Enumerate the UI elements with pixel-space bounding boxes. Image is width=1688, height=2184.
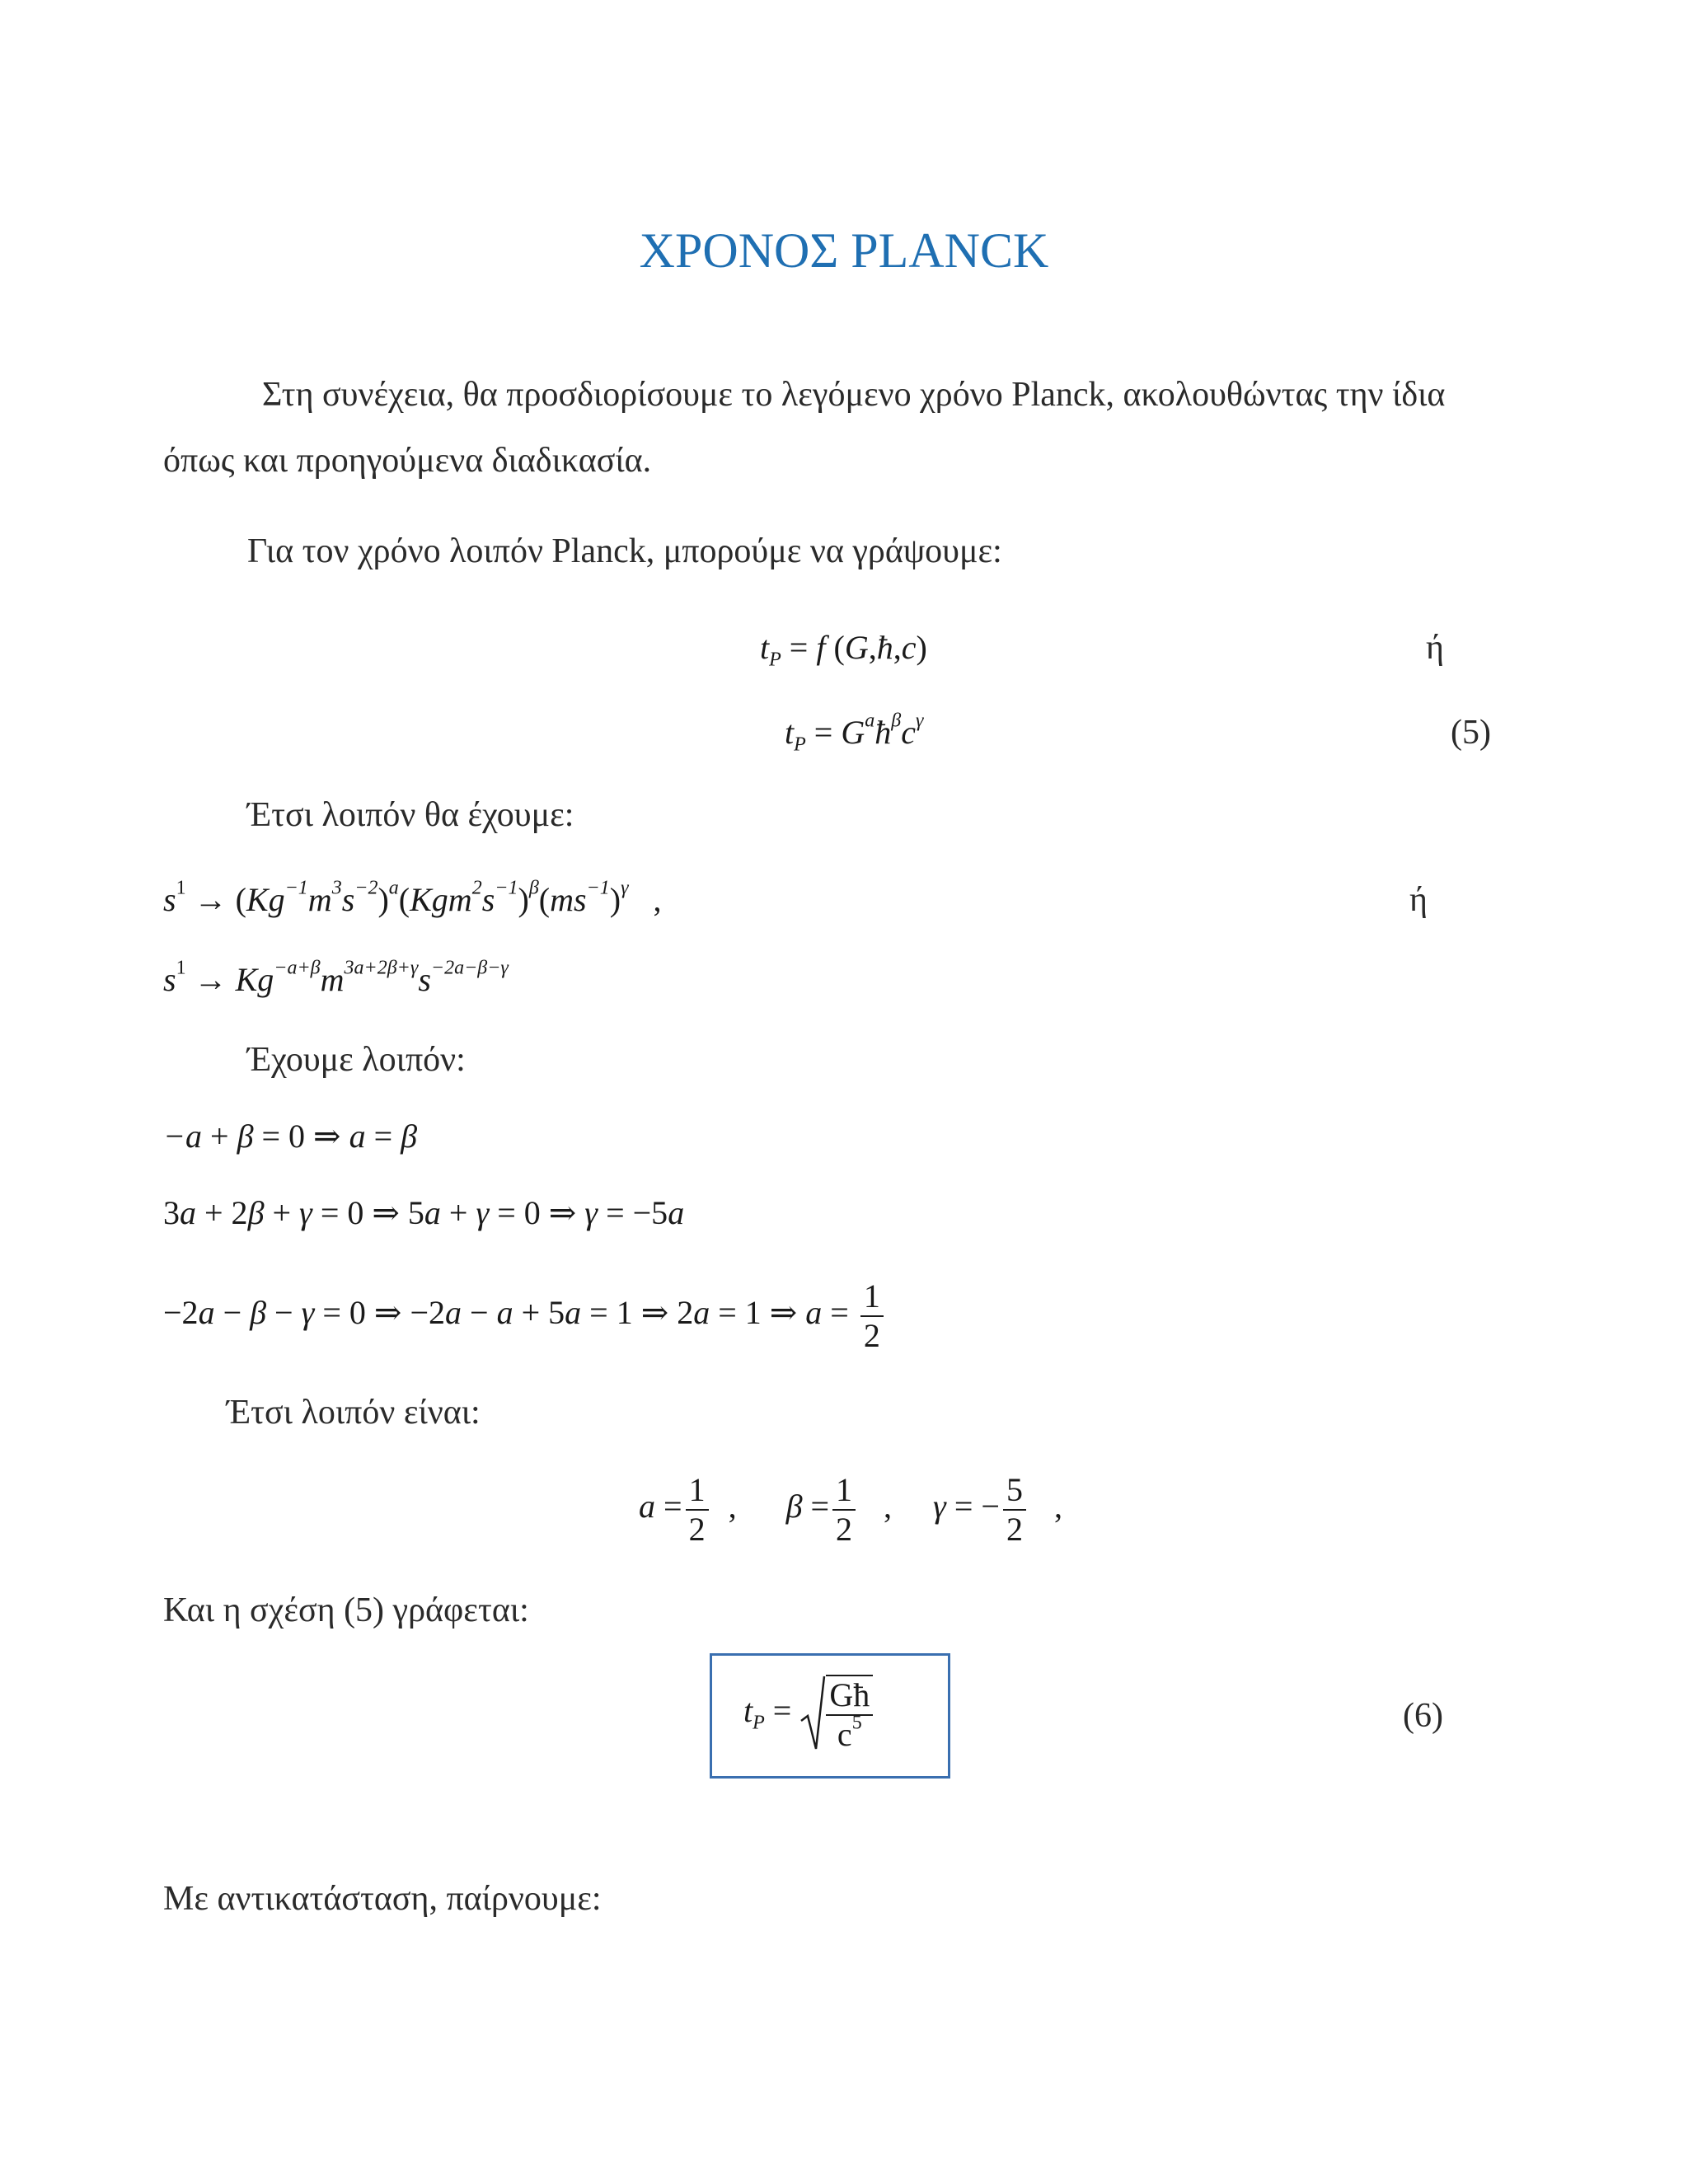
or-label-1: ή	[1426, 629, 1444, 667]
so-we-have-paragraph: Έχουμε λοιπόν:	[247, 1041, 466, 1079]
or-label-2: ή	[1409, 881, 1428, 919]
equation-5-number: (5)	[1451, 714, 1491, 752]
dimension-equation-2: $s^1 \to Kg^{-a+\beta}m^{3a+2\beta+\gamma}s^{-2a-\beta-\gamma}$	[163, 957, 509, 998]
dimension-equation-1: $s^1 \to (Kg^{-1}m^3s^{-2})^a(Kgm^2s^{-1})^\beta(ms^{-1})^\gamma$ ,	[163, 877, 662, 918]
substitution-paragraph: Με αντικατάσταση, παίρνουμε:	[163, 1880, 602, 1918]
relation-paragraph: Και η σχέση (5) γράφεται:	[163, 1591, 529, 1629]
system-equation-1: −a + β = 0 ⇒ a = β	[163, 1118, 418, 1155]
write-paragraph: Για τον χρόνο λοιπόν Planck, μπορούμε να γράψουμε:	[247, 532, 1002, 570]
system-equation-2: 3a + 2β + γ = 0 ⇒ 5a + γ = 0 ⇒ γ = −5a	[163, 1194, 685, 1231]
intro-paragraph-line-2: όπως και προηγούμενα διαδικασία.	[163, 442, 652, 480]
system-equation-3: −2a − β − γ = 0 ⇒ −2a − a + 5a = 1 ⇒ 2a = 1 ⇒ a = $\frac{1}{2}$	[163, 1277, 887, 1355]
equation-function: $t_P = f$ (G,ħ,c)	[760, 629, 927, 671]
page-title: ΧΡΟΝΟΣ PLANCK	[639, 223, 1049, 278]
intro-paragraph-line-1: Στη συνέχεια, θα προσδιορίσουμε το λεγόμενο χρόνο Planck, ακολουθώντας την ίδια	[262, 376, 1446, 414]
equation-6: $t_P$ = $\frac{Għ}{c^5}$	[743, 1673, 876, 1755]
equation-6-number: (6)	[1403, 1697, 1443, 1735]
sqrt-icon	[799, 1673, 826, 1755]
we-have-paragraph: Έτσι λοιπόν θα έχουμε:	[247, 796, 574, 834]
so-it-is-paragraph: Έτσι λοιπόν είναι:	[227, 1394, 481, 1432]
equation-5: $t_P$ = $G^aħ^\beta c^\gamma$	[785, 710, 924, 756]
results-equation: a = $\frac{1}{2}$ , β = $\frac{1}{2}$ , γ = − $\frac{5}{2}$ ,	[639, 1471, 1062, 1548]
